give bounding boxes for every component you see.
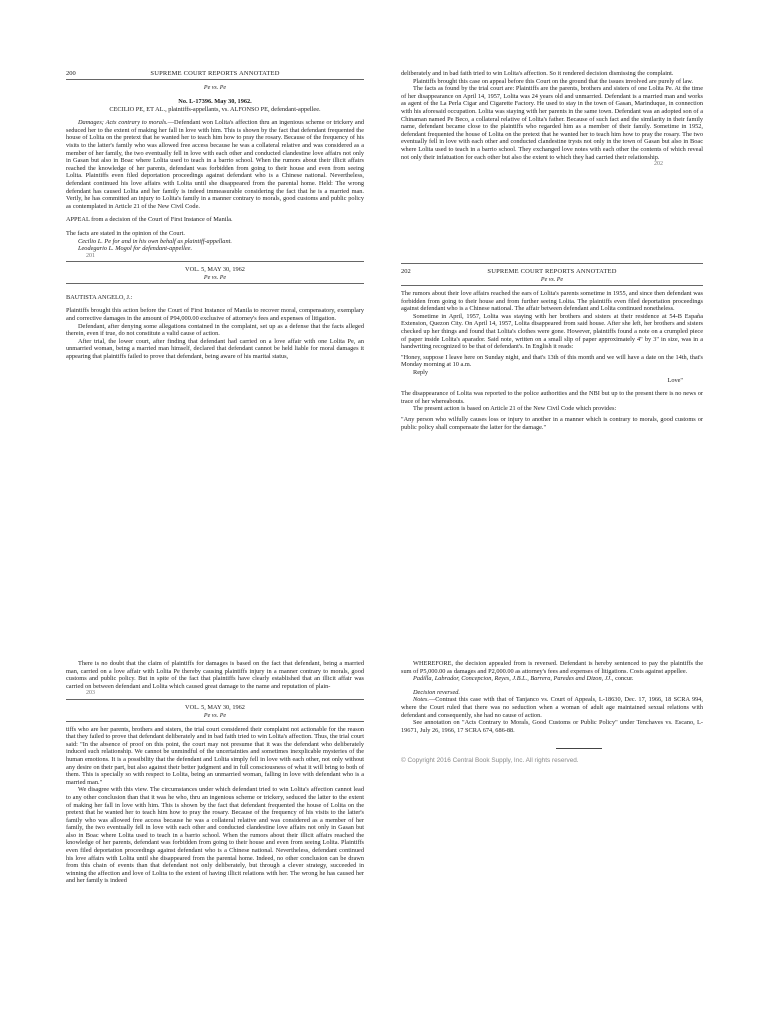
header-rule — [66, 79, 364, 80]
opinion-paragraph: Defendant, after denying some allegations contained in the complaint, set up as a defense that the facts alleged therein, even if true, do not constitute a valid cause of action. — [66, 322, 364, 338]
running-header: SUPREME COURT REPORTS ANNOTATED — [150, 70, 280, 77]
quoted-signature: Love" — [667, 376, 683, 384]
page-break-rule — [66, 261, 364, 262]
case-short-title-2: Pe vs. Pe — [203, 274, 227, 281]
opinion-paragraph: After trial, the lower court, after finding that defendant had carried on a love affair with one Lolita Pe, an unmarried woman, being a married man himself, declared that defendant cannot be held liable for moral damages it appearing that plaintiffs failed to prove that defendant, being aware of his marital status, — [66, 337, 364, 361]
case-short-title: Pe vs. Pe — [540, 277, 564, 283]
page-header — [401, 268, 703, 276]
notes — [401, 696, 703, 719]
quoted-article: "Any person who wilfully causes loss or injury to another in a manner which is contrary to morals, good customs or public policy shall compensate the latter for the damage." — [401, 415, 703, 431]
syllabus-label: Damages; Acts contrary to morals. — [78, 119, 168, 127]
syllabus-text: —Defendant won Lolita's affection thru an ingenious scheme or trickery and seduced her to the extent of making her fall in love with him. This is shown by the fact that defendant frequented the house of Lolita on the pretext that he wanted her to teach him how to pray the rosary. Because of the frequency of his visits to the latter's family who was allowed free access because he was a collateral relative and was considered as a member of her family, the two eventually fell in love with each other and conducted clandestine love affairs not only in Gasan but also in Boac where Lolita used to teach in a barrio school. When the rumors about their illicit affairs reached the knowledge of her parents, defendant was forbidden from going to their house and even from seeing Lolita. Plaintiffs even filed deportation proceedings against defendant who is a Chinese national. Nevertheless, defendant continued his love affairs with Lolita until she disappeared from the parental home. Held: The wrong defendant has caused Lolita and her family is indeed immeasurable considering the fact that he is a married man. Verily, he has committed an injury to Lolita's family in a manner contrary to morals, good customs and public policy as contemplated in Article 21 of the New Civil Code. — [66, 119, 364, 210]
notes-label: Notes. — [413, 696, 429, 704]
opinion-paragraph: The facts as found by the trial court are: Plaintiffs are the parents, brothers and sisters of one Lolita Pe. At the time of her disappearance on April 14, 1957, Lolita was 24 years old and unmarried. Defendant is a married man and works as agent of the La Perla Cigar and Cigarette Factory. He used to stay in the town of Gasan, Marinduque, in connection with his aforesaid occupation. Lolita was staying with her parents in the same town. Defendant was an adopted son of a Chinaman named Pe Beco, a collateral relative of Lolita's father. Because of such fact and the similarity in their family name, defendant became close to the plaintiffs who regarded him as a member of their family. Sometime in 1952, defendant frequented the house of Lolita on the pretext that he wanted her to teach him how to pray the rosary. The two eventually fell in love with each other and conducted clandestine trysts not only in the town of Gasan but also in Boac where Lolita used to teach in a barrio school. They exchanged love notes with each other the contents of which reveal not only their infatuation for each other but also the extent to which they had carried their relationship. — [401, 85, 703, 161]
opinion-paragraph: We disagree with this view. The circumstances under which defendant tried to win Lolita's affection cannot lead to any other conclusion than that it was he who, thru an ingenious scheme or trickery, seduced the latter to the extent of making her fall in love with him. This is shown by the fact that defendant frequented the house of Lolita on the pretext that he wanted her to teach him how to pray the rosary. Because of the frequency of his visits to the latter's family who was allowed free access because he was a collateral relative and was considered as a member of her family, the two eventually fell in love with each other and conducted clandestine love affairs not only in Gasan but also in Boac where Lolita used to teach in a barrio school. When the rumors about their illicit affairs reached the knowledge of her parents, defendant was forbidden from going to their house and even from seeing Lolita. Plaintiffs even filed deportation proceedings against defendant who is a Chinese national. Nevertheless, defendant continued his love affairs with Lolita until she disappeared from the parental home. Indeed, no other conclusion can be drawn from this chain of events than that defendant not only deliberately, but through a clever strategy, succeeded in winning the affection and love of Lolita to the extent of having illicit relations with her. The wrong he has caused her and her family is indeed — [66, 786, 364, 885]
counsel-appellee: Leodegario L. Mogol for defendant-appellee. — [78, 245, 193, 253]
syllabus — [66, 119, 364, 210]
disposition: Decision reversed. — [413, 688, 460, 696]
see-annotation: See annotation on "Acts Contrary to Morals, Good Customs or Public Policy" under Tenchaves vs. Escano, L-19671, July 26, 1966, 17 SCRA 674, 686-88. — [401, 719, 703, 734]
page-marker-203: 203 — [86, 690, 95, 697]
case-parties: CECILIO PE, ET AL., plaintiffs-appellants, vs. ALFONSO PE, defendant-appellee. — [109, 105, 321, 113]
end-rule — [556, 748, 602, 749]
opinion-paragraph: There is no doubt that the claim of plaintiffs for damages is based on the fact that defendant, being a married man, carried on a love affair with Lolita Pe thereby causing plaintiffs injury in a manner contrary to morals, good customs and public policy. But in spite of the fact that plaintiffs have clearly established that an illicit affair was carried on between defendant and Lolita which caused great damage to the name and reputation of plain- — [66, 660, 364, 690]
ponente: BAUTISTA ANGELO, J.: — [66, 293, 133, 301]
concurrence — [401, 675, 703, 683]
facts-text: The facts are stated in the opinion of the Court. — [66, 229, 185, 237]
concurring-justices: Padilla, Labrador, Concepcion, Reyes, J.B.L., Barrera, Paredes and Dizon, JJ., — [413, 675, 614, 683]
case-short-title: Pe vs. Pe — [203, 712, 227, 719]
opinion-paragraph: The present action is based on Article 21 of the New Civil Code which provides: — [413, 405, 617, 413]
page-200-continued — [401, 70, 703, 270]
appeal-text: APPEAL from a decision of the Court of First Instance of Manila. — [66, 216, 233, 224]
running-header-2: VOL. 5, MAY 30, 1962 — [185, 266, 245, 274]
page-203 — [66, 660, 364, 1024]
page-202 — [401, 262, 703, 522]
quoted-reply: Reply — [413, 368, 429, 376]
page-marker-201: 201 — [86, 252, 95, 259]
page-header — [66, 70, 364, 78]
copyright-notice: © Copyright 2016 Central Book Supply, Inc. All rights reserved. — [401, 757, 579, 765]
page-number: 200 — [66, 70, 76, 77]
opinion-paragraph: The rumors about their love affairs reached the ears of Lolita's parents sometime in 1955, and since then defendant was forbidden from going to their house and from further seeing Lolita. The plaintiffs even filed deportation proceedings against defendant who is a Chinese national. The affair between defendant and Lolita continued nonetheless. — [401, 290, 703, 313]
opinion-paragraph: The disappearance of Lolita was reported to the police authorities and the NBI but up to the present there is no news or trace of her whereabouts. — [401, 390, 703, 405]
counsel-appellant: Cecilio L. Pe for and in his own behalf as plaintiff-appellant. — [78, 237, 232, 245]
docket-number: No. L-17396. May 30, 1962. — [178, 98, 252, 105]
running-header: VOL. 5, MAY 30, 1962 — [185, 703, 245, 711]
opinion-paragraph: Sometime in April, 1957, Lolita was staying with her brothers and sisters at their residence at 54-B España Extension, Quezon City. On April 14, 1957, Lolita disappeared from said house. After she left, her brothers and sisters checked up her things and found that Lolita's clothes were gone. However, plaintiffs found a note on a crumpled piece of paper inside Lolita's aparador. Said note, written on a small slip of paper approximately 4" by 3" in size, was in a handwriting recognized to be that of defendant's. In English it reads: — [401, 312, 703, 351]
notes-text: —Contrast this case with that of Tanjanco vs. Court of Appeals, L-18630, Dec. 17, 1966, 18 SCRA 994, where the Court ruled that there was no seduction when a woman of adult age maintained sexual relations with defendant and consequently, she had no cause of action. — [401, 696, 703, 719]
case-short-title: Pe vs. Pe — [203, 85, 227, 91]
page-203-continued — [401, 660, 703, 800]
opinion-paragraph: Plaintiffs brought this case on appeal before this Court on the ground that the issues involved are purely of law. — [413, 77, 693, 85]
page-number: 202 — [401, 268, 411, 275]
concur-label: concur. — [615, 675, 634, 683]
running-header: SUPREME COURT REPORTS ANNOTATED — [487, 268, 617, 275]
dispositive-paragraph: WHEREFORE, the decision appealed from is reversed. Defendant is hereby sentenced to pay the plaintiffs the sum of P5,000.00 as damages and P2,000.00 as attorney's fees and expenses of litigations. Costs against appellee. — [401, 660, 703, 675]
page-200 — [66, 70, 364, 590]
opinion-paragraph: tiffs who are her parents, brothers and sisters, the trial court considered their complaint not actionable for the reason that they failed to prove that defendant deliberately and in bad faith tried to win Lolita's affection. Thus, the trial court said: "In the absence of proof on this point, the court may not presume that it was the defendant who deliberately induced such relationship. We cannot be unmindful of the uncertainties and sometimes inexplicable mysteries of the human emotions. It is a possibility that the defendant and Lolita simply fell in love with each other, not only without any desire on their part, but also against their better judgment and in full consciousness of what it will bring to both of them. This is specially so with respect to Lolita, being an unmarried woman, falling in love with defendant who is a married man." — [66, 725, 364, 786]
opinion-paragraph: deliberately and in bad faith tried to win Lolita's affection. So it rendered decision dismissing the complaint. — [401, 70, 674, 77]
opinion-paragraph: Plaintiffs brought this action before the Court of First Instance of Manila to recover moral, compensatory, exemplary and corrective damages in the amount of P94,000.00 exclusive of attorney's fees and expenses of litigation. — [66, 307, 364, 323]
quoted-note: "Honey, suppose I leave here on Sunday night, and that's 13th of this month and we will have a date on the 14th, that's Monday morning at 10 a.m. — [401, 353, 703, 369]
page-marker-202: 202 — [654, 161, 663, 168]
